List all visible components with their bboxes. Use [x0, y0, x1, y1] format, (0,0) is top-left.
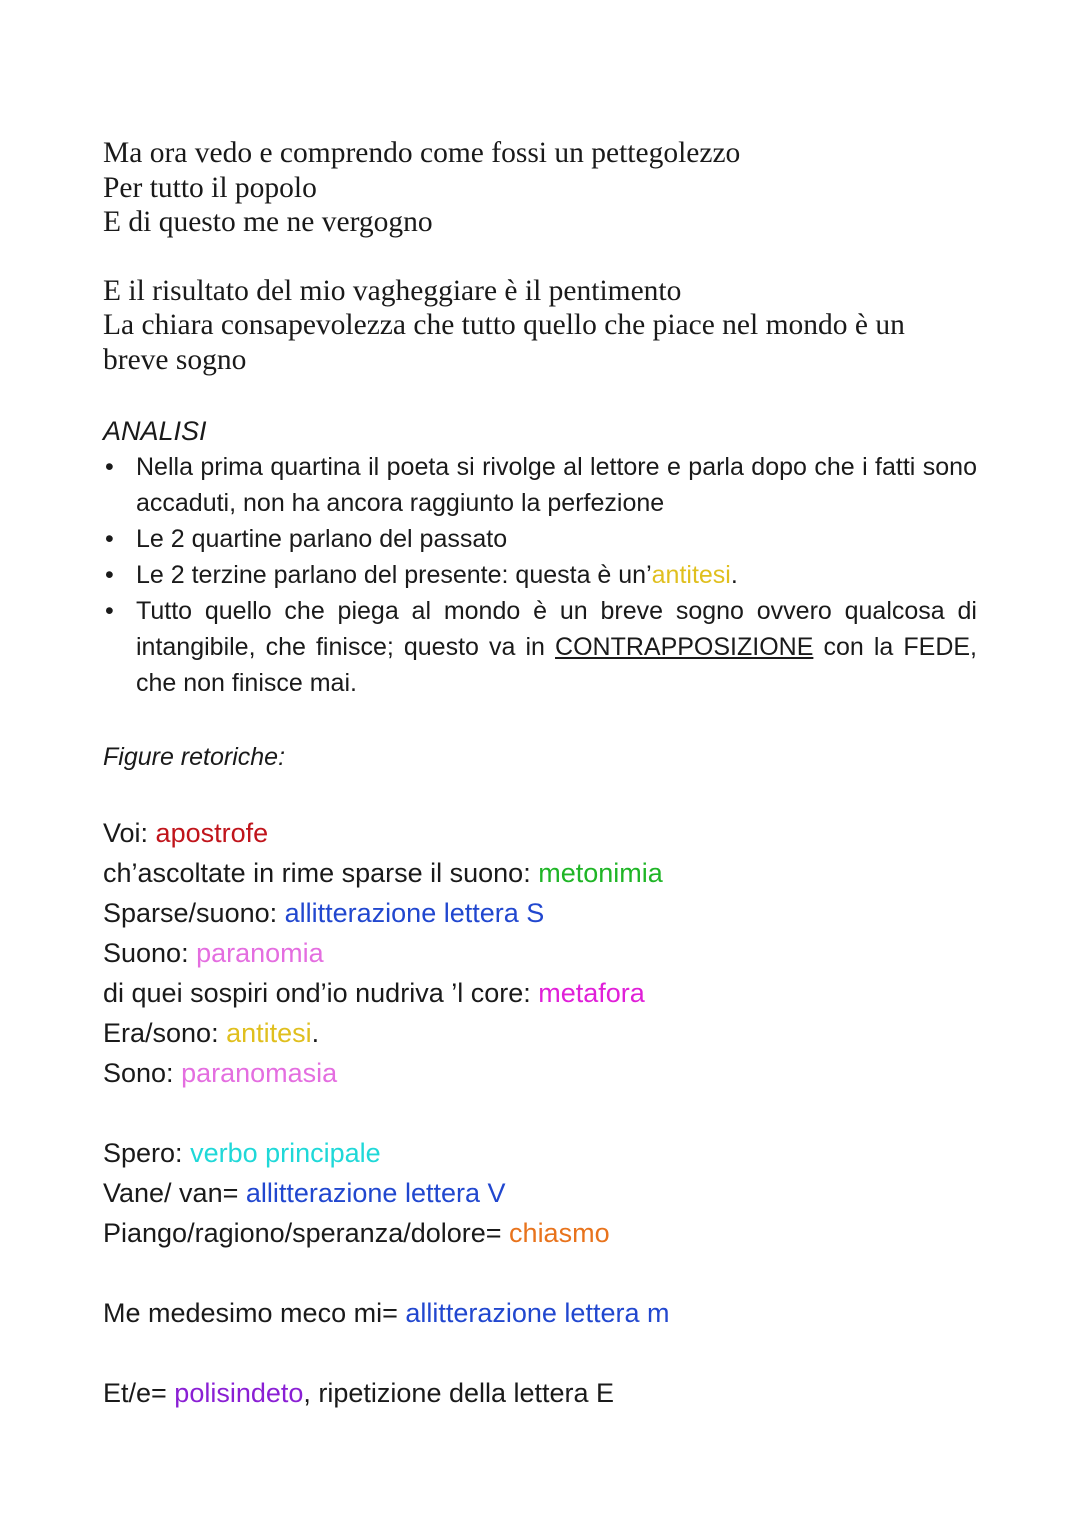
figure-term: allitterazione lettera V: [245, 1178, 506, 1208]
figure-text: Spero:: [103, 1138, 191, 1168]
bullet-icon: •: [105, 453, 114, 481]
highlight-term: antitesi: [651, 561, 731, 589]
figure-group-4: [103, 1373, 977, 1413]
figure-text: Voi:: [103, 818, 156, 848]
document-page: [103, 136, 977, 1413]
poem-line: E di questo me ne vergogno: [103, 206, 433, 238]
figure-term: chiasmo: [509, 1218, 610, 1248]
figure-term: antitesi: [226, 1018, 312, 1048]
figure-text: ch’ascoltate in rime sparse il suono:: [103, 858, 539, 888]
poem-stanza-2: [103, 274, 977, 378]
figure-line: [103, 1373, 977, 1413]
bullet-icon: •: [105, 525, 114, 553]
list-item: [103, 521, 977, 557]
figure-term: apostrofe: [155, 818, 269, 848]
figure-term: paranomia: [196, 938, 324, 968]
figure-line: [103, 1133, 977, 1173]
figure-text: Era/sono:: [103, 1018, 227, 1048]
underlined-term: CONTRAPPOSIZIONE: [555, 633, 814, 661]
figure-retoriche-heading: Figure retoriche:: [103, 743, 286, 771]
poem-line: Per tutto il popolo: [103, 171, 317, 204]
figure-text: Et/e=: [103, 1378, 175, 1408]
figure-line: [103, 1173, 977, 1213]
list-item: [103, 449, 977, 521]
bullet-icon: •: [105, 561, 114, 589]
list-item-text: Nella prima quartina il poeta si rivolge al lettore e parla dopo che i fatti sono accaduti, non ha ancora raggiunto la perfezione: [136, 453, 977, 517]
figure-term: metonimia: [538, 858, 663, 888]
figure-line: [103, 973, 977, 1013]
figure-line: [103, 933, 977, 973]
figure-line: [103, 1013, 977, 1053]
figure-group-2: [103, 1133, 977, 1253]
figure-text: Piango/ragiono/speranza/dolore=: [103, 1218, 510, 1248]
figure-text-end: , ripetizione della lettera E: [303, 1378, 615, 1408]
figure-term: metafora: [538, 978, 645, 1008]
figure-term: allitterazione lettera m: [405, 1298, 670, 1328]
list-item-text: Le 2 terzine parlano del presente: questa è un’: [136, 561, 652, 589]
figure-text: Sparse/suono:: [103, 898, 285, 928]
figure-group-3: [103, 1293, 977, 1333]
figure-line: [103, 1293, 977, 1333]
figure-line: [103, 1213, 977, 1253]
figure-line: [103, 1053, 977, 1093]
list-item: [103, 557, 977, 593]
poem-stanza-1: [103, 136, 977, 240]
list-item-text: Tutto quello che piega al mondo è un breve sogno ovvero qualcosa di intangibile, che finisce; questo va in: [136, 597, 977, 661]
figure-term: verbo principale: [190, 1138, 381, 1168]
figure-text: Suono:: [103, 938, 197, 968]
figure-group-1: [103, 813, 977, 1093]
figure-line: [103, 853, 977, 893]
figure-term: paranomasia: [181, 1058, 338, 1088]
analisi-list: [103, 449, 977, 701]
list-item-text-end: .: [730, 561, 738, 589]
figure-line: [103, 893, 977, 933]
analisi-heading: ANALISI: [103, 416, 207, 446]
bullet-icon: •: [105, 597, 114, 625]
figure-text-end: .: [311, 1018, 320, 1048]
list-item-text: Le 2 quartine parlano del passato: [136, 525, 508, 553]
list-item-text-end: con la FEDE, che non finisce mai.: [136, 633, 977, 697]
figure-term: polisindeto: [174, 1378, 304, 1408]
poem-line: E il risultato del mio vagheggiare è il pentimento: [103, 274, 682, 307]
poem-line: La chiara consapevolezza che tutto quello che piace nel mondo è un breve sogno: [103, 309, 905, 376]
figure-text: Me medesimo meco mi=: [103, 1298, 406, 1328]
poem-line: Ma ora vedo e comprendo come fossi un pettegolezzo: [103, 137, 741, 169]
list-item: [103, 593, 977, 701]
figure-text: di quei sospiri ond’io nudriva ’l core:: [103, 978, 539, 1008]
figure-term: allitterazione lettera S: [284, 898, 545, 928]
figure-line: [103, 813, 977, 853]
figure-text: Sono:: [103, 1058, 182, 1088]
figure-text: Vane/ van=: [103, 1178, 246, 1208]
